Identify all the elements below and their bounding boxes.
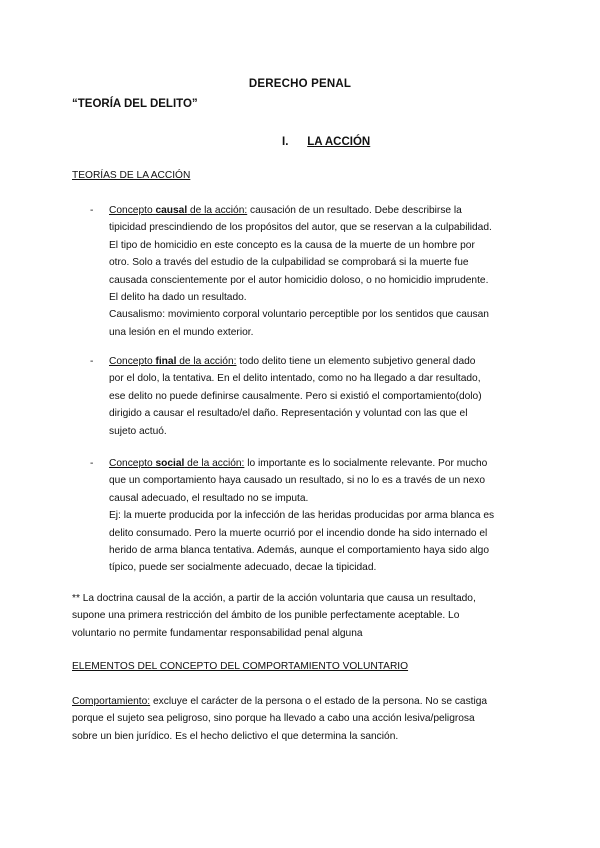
bullet-line: Ej: la muerte producida por la infección de las heridas producidas por arma blanca es	[109, 510, 495, 522]
bullet-line: una lesión en el mundo exterior.	[109, 326, 254, 338]
term-suffix: de la acción:	[187, 205, 248, 216]
para-line: excluye el carácter de la persona o el estado de la persona. No se castiga	[150, 696, 488, 707]
term-prefix: Concepto	[109, 205, 156, 216]
bullet-line: todo delito tiene un elemento subjetivo general dado	[236, 356, 476, 367]
bullet-line: lo importante es lo socialmente relevante. Por mucho	[244, 458, 488, 469]
bullet-dash: -	[90, 458, 94, 469]
note-line: supone una primera restricción del ámbito de los punible perfectamente aceptable. Lo	[72, 610, 460, 622]
term-prefix: Concepto	[109, 458, 156, 469]
bullet-line: Causalismo: movimiento corporal voluntario perceptible por los sentidos que causan	[109, 309, 489, 321]
bullet-line: herido de arma blanca tentativa. Además, aunque el comportamiento haya sido algo	[109, 545, 490, 557]
term-suffix: de la acción:	[176, 356, 237, 367]
bullet-term	[109, 356, 236, 367]
bullet-line: causación de un resultado. Debe describirse la	[247, 205, 462, 216]
term-bold: final	[155, 356, 177, 367]
comportamiento-term: Comportamiento:	[72, 696, 151, 707]
bullet-line: causada conscientemente por el autor homicidio doloso, o no homicidio imprudente.	[109, 274, 489, 286]
para-line: porque el sujeto sea peligroso, sino porque ha llevado a cabo una acción lesiva/peligrosa	[72, 713, 475, 725]
note-line: ** La doctrina causal de la acción, a partir de la acción voluntaria que causa un resultado,	[72, 593, 476, 604]
bullet-line: tipicidad prescindiendo de los propósitos del autor, que se reservan a la culpabilidad.	[109, 222, 492, 234]
section-number: I.	[282, 136, 289, 148]
bullet-term	[109, 205, 247, 216]
bullet-line: ese delito no puede definirse causalmente. Pero si existió el comportamiento(dolo)	[109, 390, 482, 402]
bullet-concepto-causal	[90, 202, 530, 341]
term-suffix: de la acción:	[184, 458, 245, 469]
bullet-line: causal adecuado, el resultado no se imputa.	[109, 492, 309, 504]
bullet-concepto-final	[90, 353, 530, 440]
bullet-line: El delito ha dado un resultado.	[109, 292, 247, 304]
bullet-dash: -	[90, 205, 94, 216]
document-subtitle: “TEORÍA DEL DELITO”	[72, 98, 198, 110]
comportamiento-paragraph	[72, 693, 532, 745]
term-prefix: Concepto	[109, 356, 156, 367]
bullet-line: sujeto actuó.	[109, 425, 167, 437]
note-line: voluntario no permite fundamentar responsabilidad penal alguna	[72, 627, 363, 639]
term-bold: social	[155, 458, 185, 469]
term-bold: causal	[155, 205, 188, 216]
bullet-line: que un comportamiento haya causado un resultado, si no lo es a través de un nexo	[109, 475, 486, 487]
bullet-line: delito consumado. Pero la muerte ocurrió por el incendio donde ha sido internado el	[109, 527, 488, 539]
bullet-term	[109, 458, 244, 469]
bullet-line: otro. Solo a través del estudio de la culpabilidad se comprobará si la muerte fue	[109, 257, 469, 269]
bullet-line: por el dolo, la tentativa. En el delito intentado, como no ha llegado a dar resultado,	[109, 373, 481, 385]
bullet-line: típico, puede ser socialmente adecuado, decae la tipicidad.	[109, 562, 377, 574]
section-heading	[282, 134, 370, 151]
document-title: DERECHO PENAL	[248, 78, 352, 90]
bullet-line: dirigido a causar el resultado/el daño. Representación y voluntad con las que el	[109, 408, 468, 420]
bullet-line: El tipo de homicidio en este concepto es la causa de la muerte de un hombre por	[109, 239, 475, 251]
doctrina-note	[72, 590, 532, 642]
heading-elementos: ELEMENTOS DEL CONCEPTO DEL COMPORTAMIENTO VOLUNTARIO	[72, 661, 409, 672]
bullet-concepto-social	[90, 455, 530, 577]
section-label: LA ACCIÓN	[307, 136, 371, 148]
para-line: sobre un bien jurídico. Es el hecho delictivo el que determina la sanción.	[72, 730, 399, 742]
bullet-dash: -	[90, 356, 94, 367]
heading-teorias: TEORÍAS DE LA ACCIÓN	[72, 170, 191, 181]
